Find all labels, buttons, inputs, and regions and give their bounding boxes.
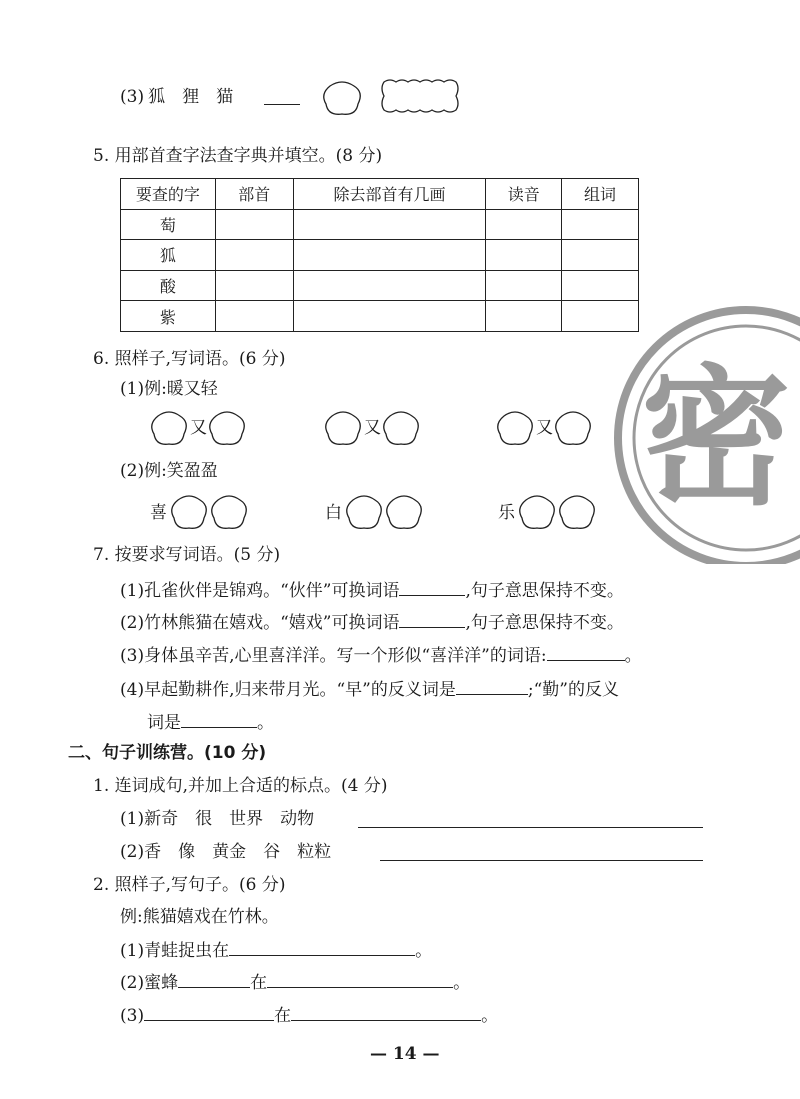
table-cell-char: 狐 [121,240,216,271]
q5-title: 5. 用部首查字法查字典并填空。(8 分) [93,146,383,166]
joiner-you: 又 [364,418,381,438]
q7-item-3-tail: 。 [624,646,642,666]
q7-item-3-blank[interactable] [547,646,625,661]
s2-q2-item-2-text: (2)蜜蜂 [120,973,179,993]
table-cell-blank[interactable] [562,270,639,301]
s2-q2-example: 例:熊猫嬉戏在竹林。 [120,907,279,927]
s2-q2-item-3-blank-1[interactable] [144,1006,274,1021]
joiner-you: 又 [190,418,207,438]
s2-q2-item-3 [120,1006,498,1025]
q7-item-4-tail: ;“勤”的反义 [527,680,619,700]
cloud-box[interactable] [518,494,556,530]
table-header: 除去部首有几画 [293,179,486,210]
table-cell-blank[interactable] [293,209,486,240]
table-row [121,240,639,271]
prefix-char: 喜 [150,503,167,523]
q6-example-2: (2)例:笑盈盈 [120,461,218,481]
table-cell-blank[interactable] [486,270,562,301]
cloud-box[interactable] [170,494,208,530]
cloud-box[interactable] [150,410,188,446]
table-header: 组词 [562,179,639,210]
confidential-stamp [606,304,800,564]
table-cell-blank[interactable] [293,240,486,271]
cloud-box[interactable] [322,80,362,116]
table-row [121,301,639,332]
table-cell-blank[interactable] [215,270,293,301]
q7-item-4 [120,680,619,699]
table-cell-blank[interactable] [293,270,486,301]
q7-item-1-tail: ,句子意思保持不变。 [465,581,624,601]
table-row [121,270,639,301]
table-cell-blank[interactable] [486,209,562,240]
q7-item-1-text: (1)孔雀伙伴是锦鸡。“伙伴”可换词语 [120,581,400,601]
q7-item-3 [120,646,642,665]
s2-q2-item-1-text: (1)青蛙捉虫在 [120,941,230,961]
cloud-box[interactable] [382,410,420,446]
q7-item-4-blank-1[interactable] [456,680,528,695]
q4-item3-blank[interactable] [264,90,300,105]
s2-q1-item-1: (1)新奇 很 世界 动物 [120,809,315,829]
q7-item-4-cont-text: 词是 [147,713,181,733]
s2-q2-item-1 [120,941,432,960]
radical-lookup-table [120,178,639,332]
s2-q2-item-2-mid: 在 [250,973,268,993]
q7-item-1 [120,581,624,600]
table-cell-blank[interactable] [293,301,486,332]
table-cell-blank[interactable] [562,240,639,271]
table-cell-char: 酸 [121,270,216,301]
cloud-box[interactable] [210,494,248,530]
q4-item3 [120,89,233,106]
table-cell-blank[interactable] [486,301,562,332]
table-cell-blank[interactable] [215,240,293,271]
q4-item3-text: 狐 狸 猫 [148,87,234,107]
table-cell-blank[interactable] [562,209,639,240]
s2-q2-title: 2. 照样子,写句子。(6 分) [93,875,286,895]
table-cell-blank[interactable] [486,240,562,271]
s2-q2-item-1-tail: 。 [415,941,433,961]
table-header: 要查的字 [121,179,216,210]
q7-item-2-text: (2)竹林熊猫在嬉戏。“嬉戏”可换词语 [120,613,400,633]
cloud-box[interactable] [496,410,534,446]
q7-item-2-tail: ,句子意思保持不变。 [465,613,624,633]
q7-item-2 [120,613,624,632]
q7-item-2-blank[interactable] [399,613,465,628]
s2-q2-item-2-tail: 。 [453,973,471,993]
section-2-title: 二、句子训练营。(10 分) [68,743,267,763]
table-cell-char: 紫 [121,301,216,332]
q7-item-4-text: (4)早起勤耕作,归来带月光。“早”的反义词是 [120,680,456,700]
q4-item3-num: (3) [120,87,145,107]
s2-q2-item-2-blank-2[interactable] [267,973,453,988]
wavy-answer-box[interactable] [380,78,460,114]
page-number: — 14 — [370,1044,440,1064]
cloud-box[interactable] [385,494,423,530]
s2-q2-item-3-tail: 。 [481,1006,499,1026]
s2-q1-title: 1. 连词成句,并加上合适的标点。(4 分) [93,776,388,796]
cloud-box[interactable] [208,410,246,446]
stamp-char: 密 [640,352,792,526]
prefix-char: 乐 [498,503,515,523]
table-header: 读音 [486,179,562,210]
s2-q2-item-2-blank-1[interactable] [178,973,250,988]
prefix-char: 白 [325,503,342,523]
s2-q2-item-3-blank-2[interactable] [291,1006,481,1021]
s2-q1-item-1-answer-line[interactable] [358,813,703,828]
s2-q1-item-2: (2)香 像 黄金 谷 粒粒 [120,842,332,862]
table-row [121,209,639,240]
s2-q1-item-2-answer-line[interactable] [380,846,703,861]
q7-item-4-cont [147,713,274,732]
s2-q2-item-1-blank[interactable] [229,941,415,956]
q7-item-1-blank[interactable] [399,581,465,596]
cloud-box[interactable] [558,494,596,530]
cloud-box[interactable] [324,410,362,446]
s2-q2-item-3-mid: 在 [274,1006,292,1026]
cloud-box[interactable] [345,494,383,530]
table-header-row [121,179,639,210]
q7-title: 7. 按要求写词语。(5 分) [93,545,281,565]
cloud-box[interactable] [554,410,592,446]
table-header: 部首 [215,179,293,210]
s2-q2-item-3-text: (3) [120,1006,145,1026]
q7-item-3-text: (3)身体虽辛苦,心里喜洋洋。写一个形似“喜洋洋”的词语: [120,646,547,666]
q7-item-4-blank-2[interactable] [181,713,257,728]
q6-example-1: (1)例:暖又轻 [120,379,218,399]
q6-title: 6. 照样子,写词语。(6 分) [93,349,286,369]
table-cell-char: 萄 [121,209,216,240]
q7-item-4-cont-tail: 。 [257,713,274,733]
table-cell-blank[interactable] [215,209,293,240]
table-cell-blank[interactable] [215,301,293,332]
s2-q2-item-2 [120,973,470,992]
joiner-you: 又 [536,418,553,438]
